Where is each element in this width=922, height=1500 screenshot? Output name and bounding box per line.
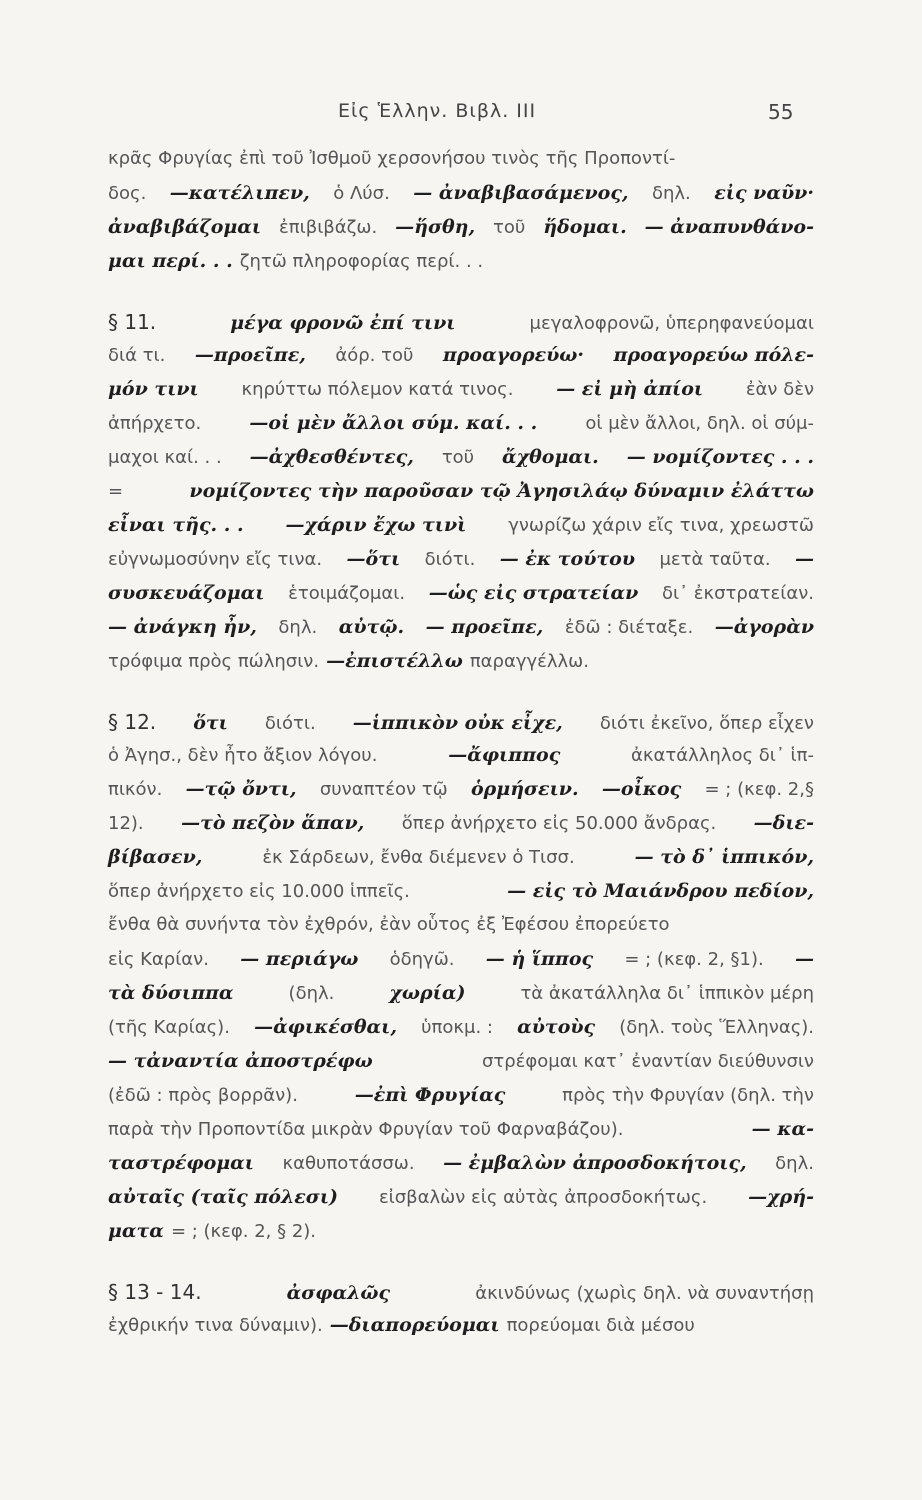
gloss: πορεύομαι διὰ μέσου bbox=[506, 1315, 695, 1336]
page-header bbox=[0, 100, 922, 132]
text-line bbox=[108, 250, 814, 284]
gloss: οἱ μὲν ἄλλοι, δηλ. οἱ σύμ- bbox=[585, 413, 814, 434]
lemma: —οἶκος bbox=[601, 778, 682, 800]
lemma: ἥδομαι. bbox=[543, 216, 627, 238]
gloss: μαχοι καί. . . bbox=[108, 447, 222, 468]
paragraph bbox=[108, 710, 814, 1254]
gloss: κρᾶς Φρυγίας ἐπὶ τοῦ Ἰσθμοῦ χερσονήσου τινὸς τῆς Προποντί- bbox=[108, 148, 676, 169]
text-line bbox=[108, 880, 814, 914]
paragraph bbox=[108, 148, 814, 284]
gloss: παραγγέλλω. bbox=[469, 651, 589, 672]
lemma: — bbox=[794, 948, 814, 970]
lemma: βίβασεν, bbox=[108, 846, 203, 868]
lemma: — bbox=[794, 548, 814, 570]
lemma: συσκευάζομαι bbox=[108, 582, 265, 604]
commentary-text bbox=[108, 148, 814, 1348]
lemma: χωρία) bbox=[389, 982, 466, 1004]
gloss: γνωρίζω χάριν εἴς τινα, χρεωστῶ bbox=[508, 515, 814, 536]
lemma: — ἐμβαλὼν ἀπροσδοκήτοις, bbox=[443, 1152, 747, 1174]
text-line bbox=[108, 982, 814, 1016]
lemma: τὰ δύσιππα bbox=[108, 982, 234, 1004]
lemma: ταστρέφομαι bbox=[108, 1152, 254, 1174]
gloss: ὁδηγῶ. bbox=[389, 949, 455, 970]
gloss: μεγαλοφρονῶ, ὑπερηφανεύομαι bbox=[529, 313, 814, 334]
gloss: διότι ἐκεῖνο, ὅπερ εἶχεν bbox=[599, 713, 814, 734]
gloss: (τῆς Καρίας). bbox=[108, 1017, 230, 1038]
lemma: αὐτῷ. bbox=[338, 616, 405, 638]
text-line bbox=[108, 846, 814, 880]
section-marker: § 12. bbox=[108, 710, 157, 734]
gloss: ἐχθρικήν τινα δύναμιν). bbox=[108, 1315, 323, 1336]
lemma: —χρή- bbox=[748, 1186, 814, 1208]
gloss: διότι. bbox=[264, 713, 316, 734]
lemma: — ἀνάγκη ἦν, bbox=[108, 616, 257, 638]
gloss: δηλ. bbox=[775, 1153, 814, 1174]
lemma: —χάριν ἔχω τινὶ bbox=[285, 514, 467, 536]
gloss: τρόφιμα πρὸς πώλησιν. bbox=[108, 651, 320, 672]
gloss: ἐὰν δὲν bbox=[745, 379, 814, 400]
gloss: (δηλ. τοὺς Ἕλληνας). bbox=[619, 1017, 814, 1038]
text-line bbox=[108, 744, 814, 778]
running-title: Εἰς Ἑλλην. Βιβλ. ΙΙΙ bbox=[338, 100, 537, 122]
gloss: δηλ. bbox=[278, 617, 318, 638]
gloss: (ἐδῶ : πρὸς βορρᾶν). bbox=[108, 1085, 298, 1106]
lemma: αὐταῖς (ταῖς πόλεσι) bbox=[108, 1186, 339, 1208]
lemma: — ἐκ τούτου bbox=[499, 548, 636, 570]
gloss: τοῦ bbox=[441, 447, 475, 468]
gloss: ἀκινδύνως (χωρὶς δηλ. νὰ συναντήσῃ bbox=[475, 1283, 814, 1304]
lemma: — κα- bbox=[751, 1118, 814, 1140]
gloss: πικόν. bbox=[108, 779, 163, 800]
lemma: —ἀγορὰν bbox=[714, 616, 814, 638]
gloss: ὁ Λύσ. bbox=[333, 183, 390, 204]
lemma: ὅτι bbox=[193, 712, 228, 734]
lemma: — ἀναβιβασάμενος, bbox=[413, 182, 629, 204]
lemma: προαγορεύω πόλε- bbox=[613, 344, 814, 366]
gloss: εὐγνωμοσύνην εἴς τινα. bbox=[108, 549, 323, 570]
lemma: προαγορεύω· bbox=[442, 344, 585, 366]
lemma: — περιάγω bbox=[240, 948, 359, 970]
gloss: (δηλ. bbox=[288, 983, 335, 1004]
page-number: 55 bbox=[768, 100, 794, 124]
lemma: —διαπορεύομαι bbox=[329, 1314, 500, 1336]
lemma: — τὸ δ᾽ ἱππικόν, bbox=[634, 846, 814, 868]
text-line bbox=[108, 514, 814, 548]
gloss: ἑτοιμάζομαι. bbox=[288, 583, 406, 604]
gloss: εἰς Καρίαν. bbox=[108, 949, 209, 970]
lemma: —ὅτι bbox=[346, 548, 401, 570]
lemma: ματα bbox=[108, 1220, 164, 1242]
text-line bbox=[108, 1084, 814, 1118]
lemma: — ἡ ἵππος bbox=[485, 948, 594, 970]
text-line bbox=[108, 1152, 814, 1186]
gloss: τοῦ bbox=[493, 217, 526, 238]
lemma: —ὡς εἰς στρατείαν bbox=[428, 582, 639, 604]
text-line bbox=[108, 1186, 814, 1220]
gloss: διά τι. bbox=[108, 345, 166, 366]
gloss: εἰσβαλὼν εἰς αὐτὰς ἀπροσδοκήτως. bbox=[378, 1187, 708, 1208]
paragraph-gap bbox=[108, 1254, 814, 1280]
lemma: —ἄφιππος bbox=[448, 744, 561, 766]
lemma: εἰς ναῦν· bbox=[714, 182, 814, 204]
lemma: —ἥσθη, bbox=[395, 216, 476, 238]
text-line bbox=[108, 778, 814, 812]
text-line bbox=[108, 446, 814, 480]
lemma: —τῷ ὄντι, bbox=[185, 778, 297, 800]
text-line bbox=[108, 1314, 814, 1348]
text-line bbox=[108, 1016, 814, 1050]
lemma: —κατέλιπεν, bbox=[169, 182, 310, 204]
text-line bbox=[108, 148, 814, 182]
text-line bbox=[108, 914, 814, 948]
lemma: — νομίζοντες . . . bbox=[626, 446, 814, 468]
gloss: δος. bbox=[108, 183, 147, 204]
text-line bbox=[108, 1280, 814, 1314]
lemma: —οἱ μὲν ἄλλοι σύμ. καί. . . bbox=[249, 412, 538, 434]
lemma: αὐτοὺς bbox=[517, 1016, 596, 1038]
paragraph bbox=[108, 1280, 814, 1348]
lemma: μόν τινι bbox=[108, 378, 199, 400]
gloss: ἐπιβιβάζω. bbox=[279, 217, 378, 238]
gloss: δηλ. bbox=[651, 183, 691, 204]
lemma: —τὸ πεζὸν ἅπαν, bbox=[181, 812, 365, 834]
text-line bbox=[108, 480, 814, 514]
gloss: ζητῶ πληροφορίας περί. . . bbox=[239, 251, 484, 272]
lemma: εἶναι τῆς. . . bbox=[108, 514, 244, 536]
gloss: ὁ Ἀγησ., δὲν ἦτο ἄξιον λόγου. bbox=[108, 745, 378, 766]
lemma: —ἱππικὸν οὐκ εἶχε, bbox=[352, 712, 563, 734]
lemma: — εἰς τὸ Μαιάνδρου πεδίον, bbox=[507, 880, 814, 902]
lemma: — εἰ μὴ ἀπίοι bbox=[556, 378, 704, 400]
text-line bbox=[108, 812, 814, 846]
gloss: διότι. bbox=[424, 549, 476, 570]
gloss: = ; (κεφ. 2, § 2). bbox=[170, 1221, 317, 1242]
lemma: — τἀναντία ἀποστρέφω bbox=[108, 1050, 373, 1072]
lemma: μέγα φρονῶ ἐπί τινι bbox=[230, 312, 456, 334]
gloss: συναπτέον τῷ bbox=[319, 779, 448, 800]
gloss: 12). bbox=[108, 813, 144, 834]
gloss: ἀκατάλληλος δι᾽ ἱπ- bbox=[631, 745, 814, 766]
gloss: μετὰ ταῦτα. bbox=[659, 549, 771, 570]
gloss: = ; (κεφ. 2,§ bbox=[704, 779, 814, 800]
gloss: ὑποκμ. : bbox=[421, 1017, 493, 1038]
text-line bbox=[108, 216, 814, 250]
text-line bbox=[108, 378, 814, 412]
text-line bbox=[108, 344, 814, 378]
lemma: ἀναβιβάζομαι bbox=[108, 216, 262, 238]
gloss: καθυποτάσσω. bbox=[282, 1153, 415, 1174]
text-line bbox=[108, 412, 814, 446]
lemma: —ἀχθεσθέντες, bbox=[249, 446, 414, 468]
gloss: ὅπερ ἀνήρχετο εἰς 10.000 ἱππεῖς. bbox=[108, 881, 410, 902]
text-line bbox=[108, 650, 814, 684]
paragraph-gap bbox=[108, 684, 814, 710]
gloss: ἐδῶ : διέταξε. bbox=[564, 617, 694, 638]
lemma: — ἀναπυνθάνο- bbox=[644, 216, 814, 238]
gloss: ἔνθα θὰ συνήντα τὸν ἐχθρόν, ἐὰν οὗτος ἐξ Ἐφέσου ἐπορεύετο bbox=[108, 914, 670, 935]
text-line bbox=[108, 1050, 814, 1084]
paragraph-gap bbox=[108, 284, 814, 310]
text-line bbox=[108, 710, 814, 744]
text-line bbox=[108, 548, 814, 582]
gloss: κηρύττω πόλεμον κατά τινος. bbox=[241, 379, 514, 400]
lemma: —ἐπὶ Φρυγίας bbox=[354, 1084, 506, 1106]
lemma: ἀσφαλῶς bbox=[286, 1282, 391, 1304]
gloss: πρὸς τὴν Φρυγίαν (δηλ. τὴν bbox=[562, 1085, 814, 1106]
section-marker: § 11. bbox=[108, 310, 157, 334]
lemma: μαι περί. . . bbox=[108, 250, 233, 272]
text-line bbox=[108, 1220, 814, 1254]
text-line bbox=[108, 948, 814, 982]
section-marker: § 13 - 14. bbox=[108, 1280, 202, 1304]
lemma: — προεῖπε, bbox=[425, 616, 544, 638]
gloss: ὅπερ ἀνήρχετο εἰς 50.000 ἄνδρας. bbox=[401, 813, 717, 834]
gloss: παρὰ τὴν Προποντίδα μικρὰν Φρυγίαν τοῦ Φαρναβάζου). bbox=[108, 1119, 624, 1140]
lemma: —προεῖπε, bbox=[194, 344, 306, 366]
gloss: ἀόρ. τοῦ bbox=[335, 345, 414, 366]
text-line bbox=[108, 582, 814, 616]
text-line bbox=[108, 1118, 814, 1152]
paragraph bbox=[108, 310, 814, 684]
gloss: ἐκ Σάρδεων, ἔνθα διέμενεν ὁ Τισσ. bbox=[262, 847, 575, 868]
gloss: δι᾽ ἐκστρατείαν. bbox=[661, 583, 814, 604]
text-line bbox=[108, 310, 814, 344]
text-line bbox=[108, 616, 814, 650]
lemma: —διε- bbox=[753, 812, 814, 834]
lemma: ἄχθομαι. bbox=[501, 446, 599, 468]
text-line bbox=[108, 182, 814, 216]
lemma: νομίζοντες τὴν παροῦσαν τῷ Ἀγησιλάῳ δύναμιν ἐλάττω bbox=[189, 480, 814, 502]
gloss: = bbox=[108, 481, 124, 502]
gloss: = ; (κεφ. 2, §1). bbox=[624, 949, 764, 970]
gloss: στρέφομαι κατ᾽ ἐναντίαν διεύθυνσιν bbox=[481, 1051, 814, 1072]
lemma: —ἀφικέσθαι, bbox=[254, 1016, 397, 1038]
lemma: —ἐπιστέλλω bbox=[326, 650, 463, 672]
gloss: ἀπήρχετο. bbox=[108, 413, 202, 434]
lemma: ὁρμήσειν. bbox=[470, 778, 579, 800]
gloss: τὰ ἀκατάλληλα δι᾽ ἱππικὸν μέρη bbox=[520, 983, 814, 1004]
